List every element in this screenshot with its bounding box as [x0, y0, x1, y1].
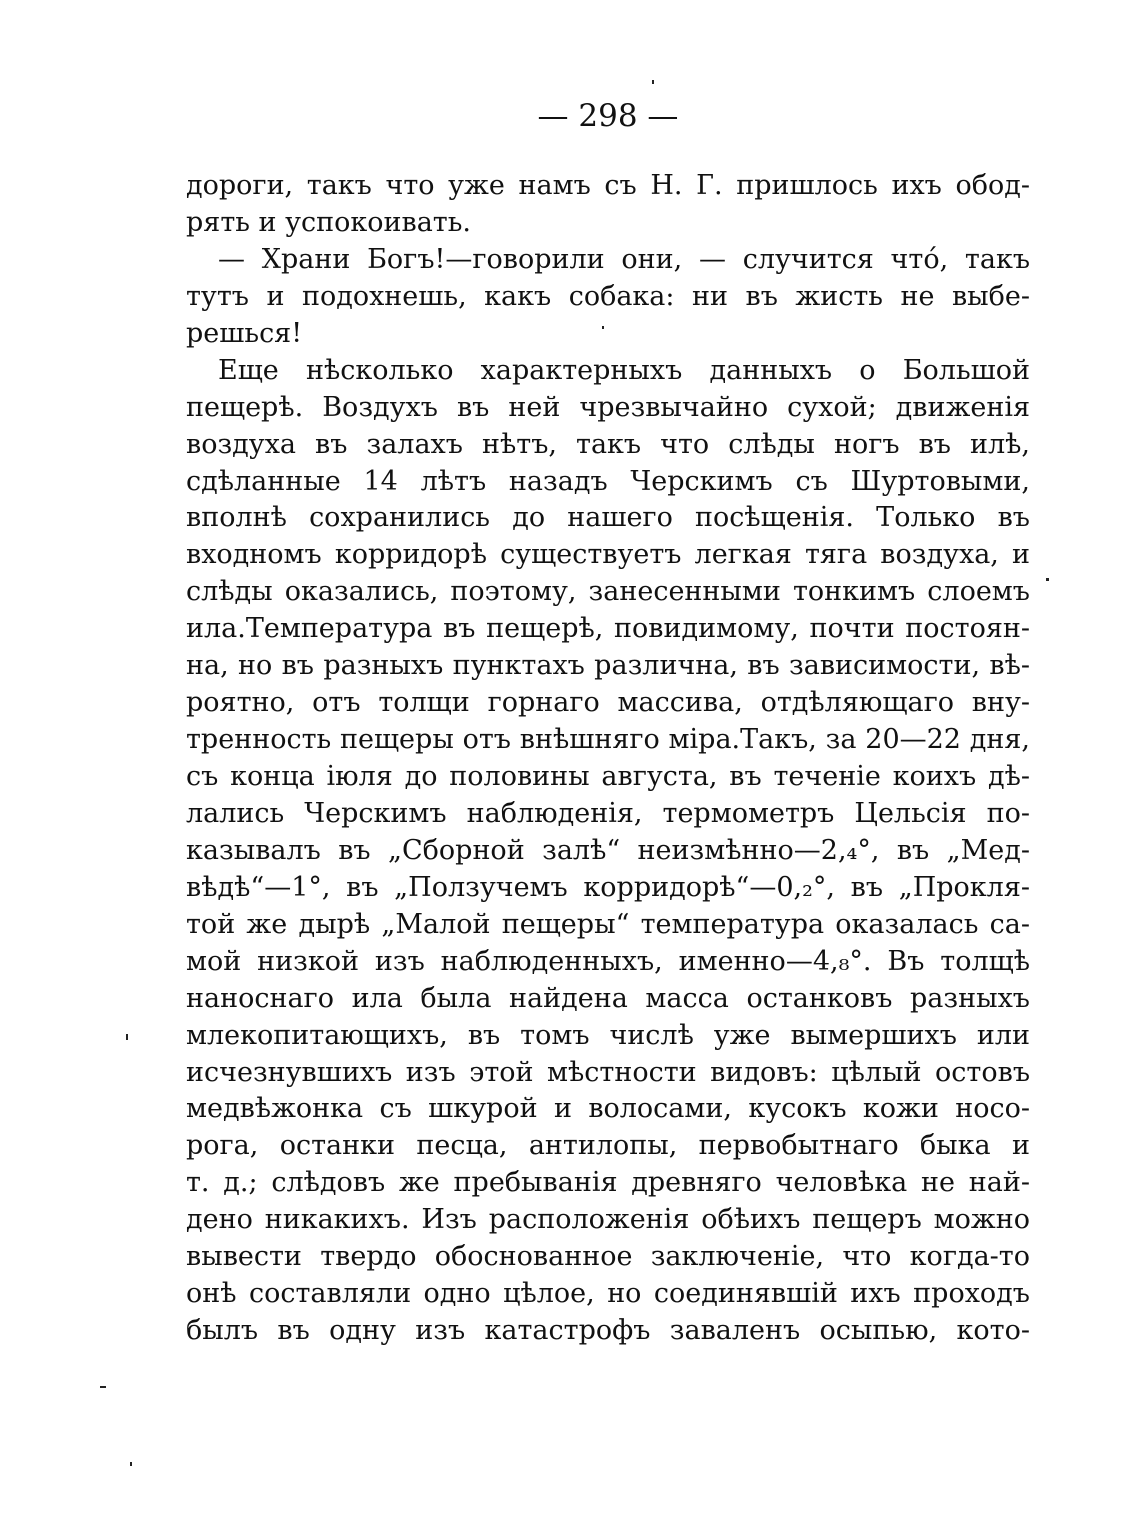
text-line: сдѣланные 14 лѣтъ назадъ Черскимъ съ Шуртовыми, [186, 465, 1030, 497]
scan-speck [100, 1386, 106, 1388]
text-line: рять и успокоивать. [186, 206, 472, 238]
text-line: дороги, такъ что уже намъ съ Н. Г. пришлось ихъ обод- [186, 170, 1030, 201]
text-line: вывести твердо обоснованное заключеніе, что когда-то [186, 1241, 1030, 1273]
scan-speck [126, 1034, 128, 1040]
text-line: былъ въ одну изъ катастрофъ заваленъ осыпью, кото- [186, 1315, 1030, 1347]
text-line: онѣ составляли одно цѣлое, но соединявшій ихъ проходъ [186, 1278, 1030, 1310]
text-line: на, но въ разныхъ пунктахъ различна, въ зависимости, вѣ- [186, 650, 1030, 682]
text-line: Еще нѣсколько характерныхъ данныхъ о Большой [218, 354, 1030, 386]
text-line: слѣды оказались, поэтому, занесенными тонкимъ слоемъ [186, 576, 1030, 608]
text-line: ила.Температура въ пещерѣ, повидимому, почти постоян- [186, 613, 1030, 645]
text-line: воздуха въ залахъ нѣтъ, такъ что слѣды ногъ въ илѣ, [186, 428, 1030, 460]
text-line: наноснаго ила была найдена масса останковъ разныхъ [186, 982, 1030, 1014]
scan-speck [602, 326, 604, 329]
text-line: вполнѣ сохранились до нашего посѣщенія. Только въ [186, 502, 1030, 534]
text-line: исчезнувшихъ изъ этой мѣстности видовъ: цѣлый остовъ [186, 1056, 1030, 1088]
text-line: пещерѣ. Воздухъ въ ней чрезвычайно сухой; движенія [186, 391, 1030, 423]
text-line: мой низкой изъ наблюденныхъ, именно—4,₈°. Въ толщѣ [186, 945, 1030, 977]
text-line: рога, останки песца, антилопы, первобытнаго быка и [186, 1130, 1030, 1162]
text-line: съ конца іюля до половины августа, въ теченіе коихъ дѣ- [186, 761, 1030, 792]
text-line: входномъ корридорѣ существуетъ легкая тяга воздуха, и [186, 539, 1030, 571]
text-line: вѣдѣ“—1°, въ „Ползучемъ корридорѣ“—0,₂°, въ „Прокля- [186, 871, 1030, 903]
text-line: тренность пещеры отъ внѣшняго міра.Такъ, за 20—22 дня, [186, 724, 1030, 756]
text-line: — Храни Богъ!—говорили они, — случится чтó, такъ [218, 243, 1030, 275]
text-line: дено никакихъ. Изъ расположенія обѣихъ пещеръ можно [186, 1204, 1030, 1236]
text-line: лались Черскимъ наблюденія, термометръ Цельсія по- [186, 797, 1030, 829]
text-line: т. д.; слѣдовъ же пребыванія древняго человѣка не най- [186, 1167, 1030, 1199]
scan-speck [130, 1462, 132, 1466]
text-line: млекопитающихъ, въ томъ числѣ уже вымершихъ или [186, 1019, 1030, 1051]
text-line: тутъ и подохнешь, какъ собака: ни въ жисть не выбе- [186, 280, 1030, 312]
text-line: решься! [186, 317, 303, 349]
text-line: роятно, отъ толщи горнаго массива, отдѣляющаго вну- [186, 687, 1030, 719]
text-line: казывалъ въ „Сборной залѣ“ неизмѣнно—2,₄°, въ „Мед- [186, 834, 1030, 866]
body-text [186, 168, 1030, 1350]
text-line: той же дырѣ „Малой пещеры“ температура оказалась са- [186, 908, 1030, 940]
text-line: медвѣжонка съ шкурой и волосами, кусокъ кожи носо- [186, 1093, 1030, 1125]
scan-speck [652, 80, 654, 84]
page-number: — 298 — [537, 98, 679, 134]
scan-speck [1046, 578, 1049, 581]
